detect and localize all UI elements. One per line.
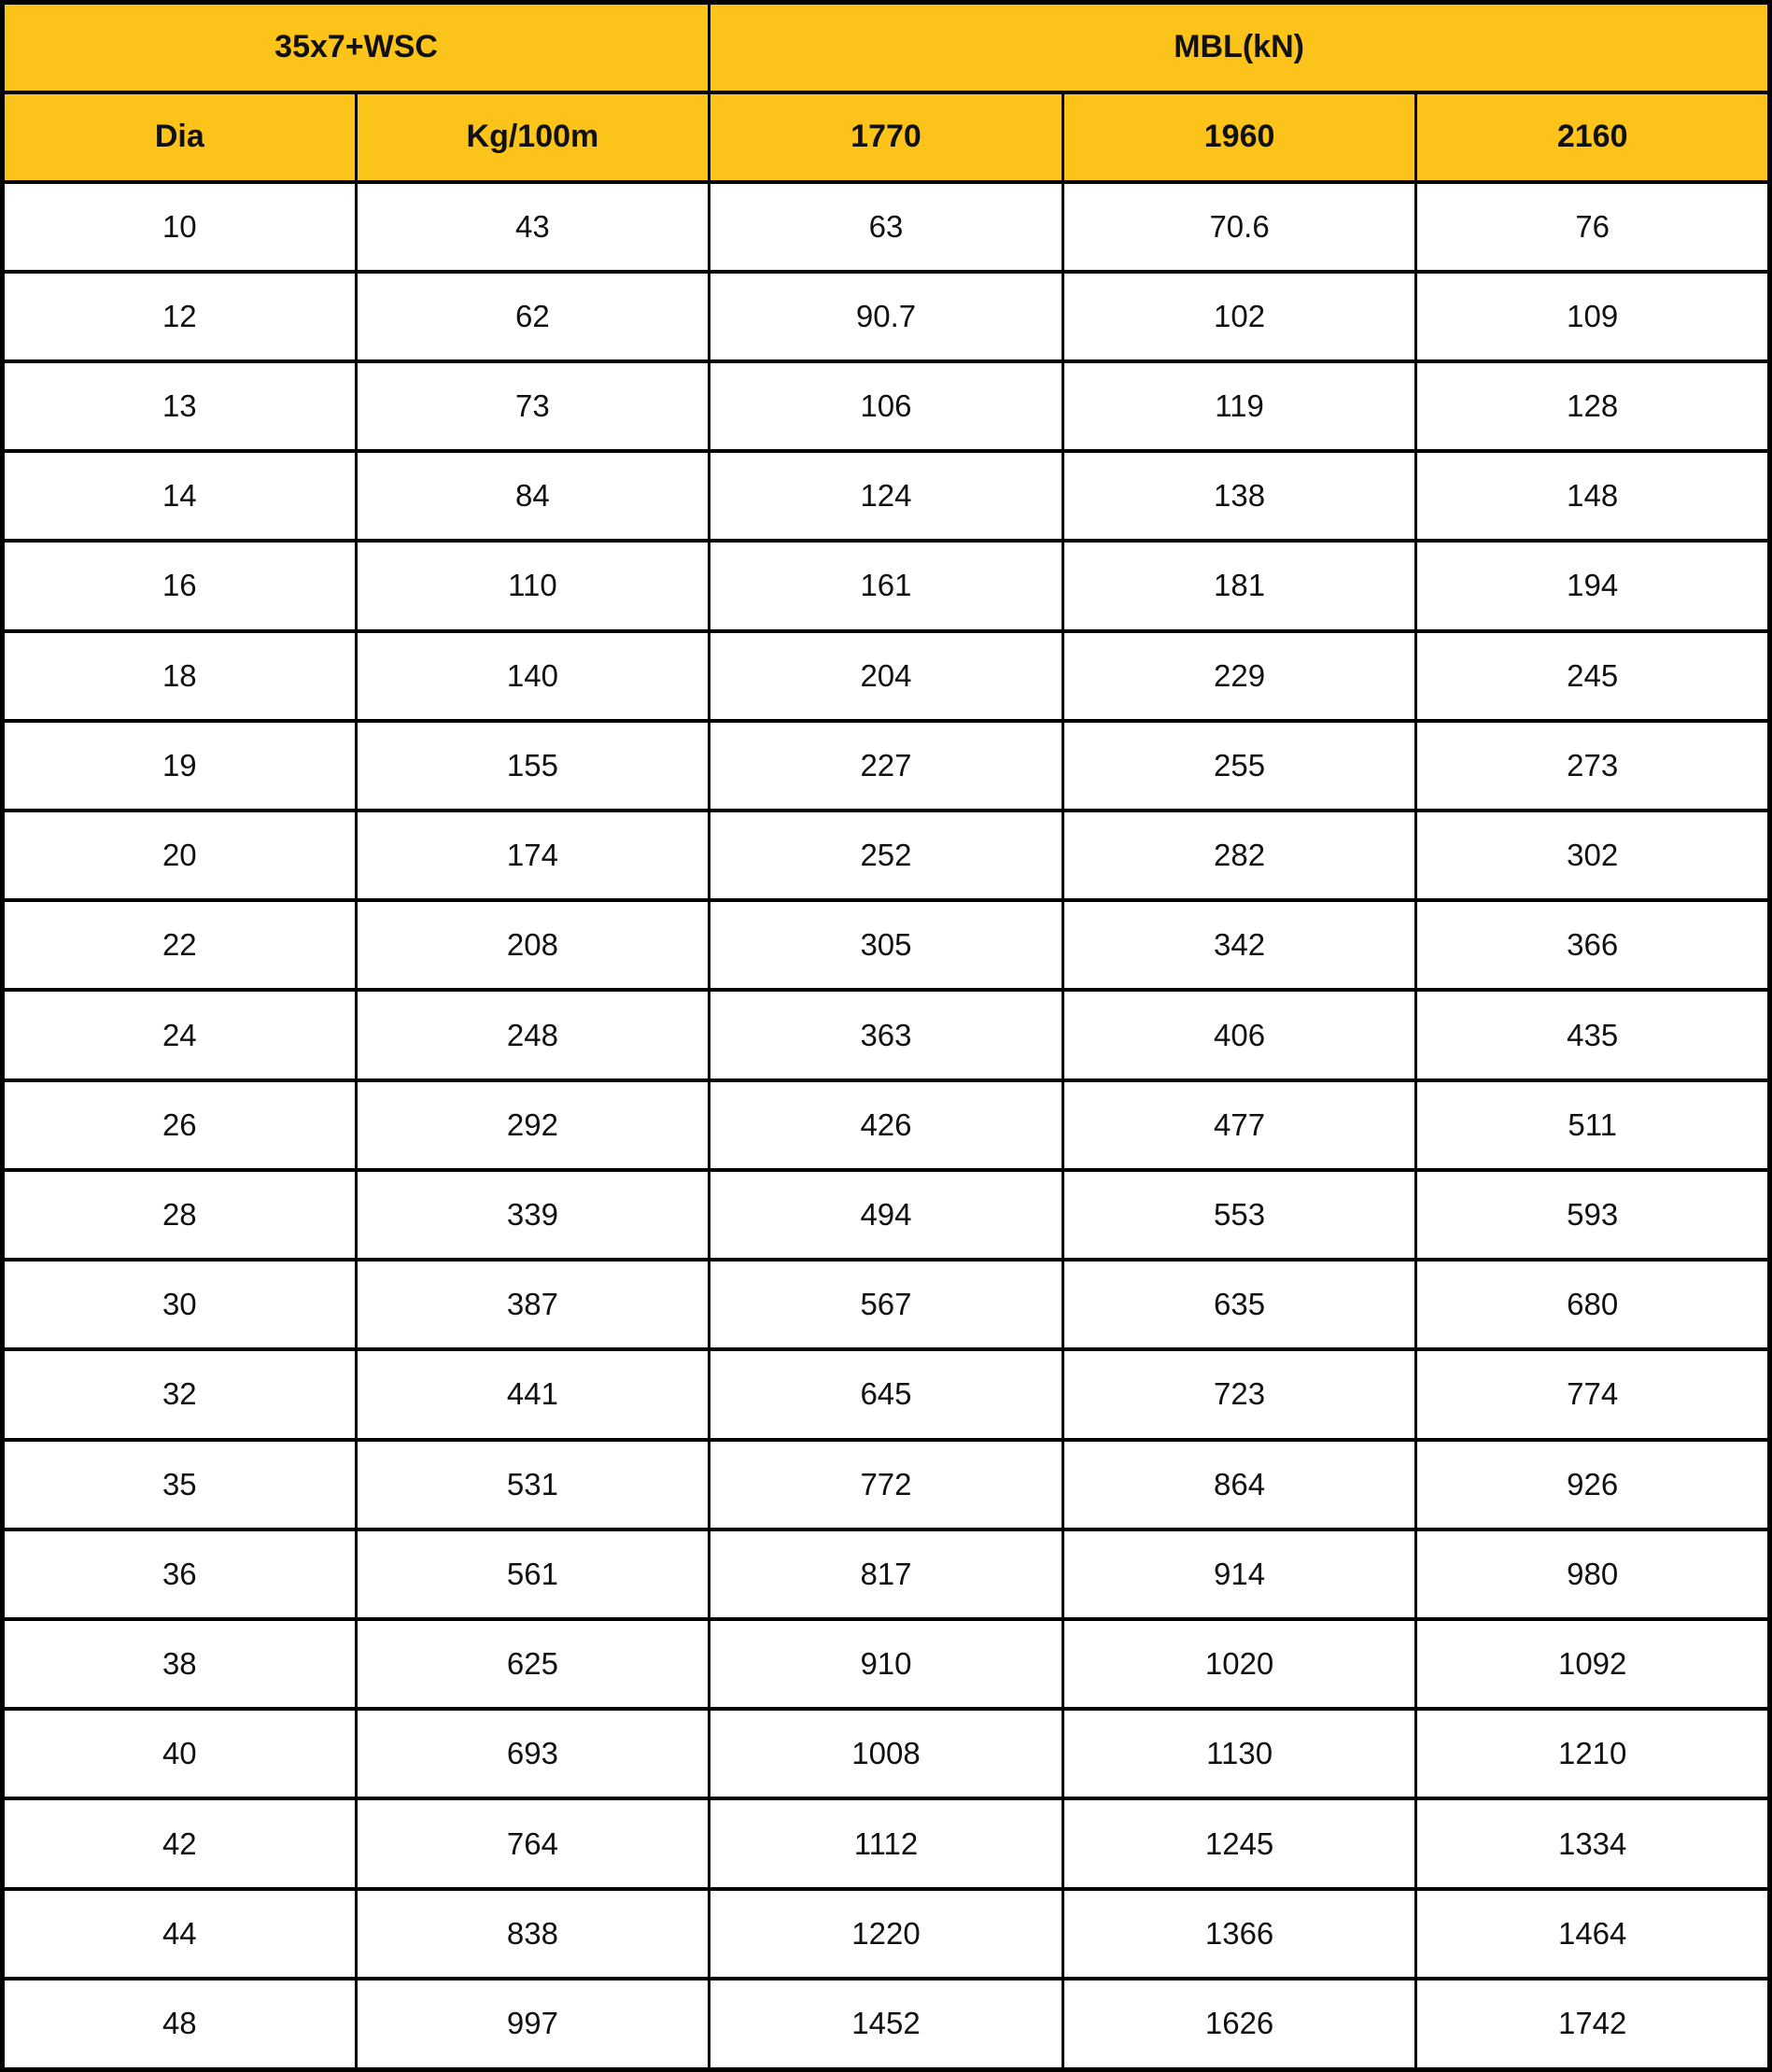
cell-mbl-1770: 252 bbox=[710, 810, 1063, 900]
cell-mbl-1960: 70.6 bbox=[1062, 182, 1416, 272]
column-header-row bbox=[3, 92, 1770, 182]
cell-mbl-2160: 148 bbox=[1416, 451, 1770, 541]
cell-mbl-1960: 1020 bbox=[1062, 1619, 1416, 1709]
table-row bbox=[3, 541, 1770, 630]
cell-mbl-2160: 1210 bbox=[1416, 1709, 1770, 1798]
cell-mbl-1960: 229 bbox=[1062, 631, 1416, 721]
cell-dia: 20 bbox=[3, 810, 357, 900]
table-row bbox=[3, 631, 1770, 721]
cell-mbl-1960: 477 bbox=[1062, 1080, 1416, 1170]
cell-kg-per-100m: 248 bbox=[356, 990, 710, 1079]
cell-mbl-1960: 406 bbox=[1062, 990, 1416, 1079]
cell-dia: 26 bbox=[3, 1080, 357, 1170]
cell-mbl-2160: 245 bbox=[1416, 631, 1770, 721]
cell-mbl-1960: 1366 bbox=[1062, 1889, 1416, 1979]
cell-dia: 10 bbox=[3, 182, 357, 272]
cell-kg-per-100m: 140 bbox=[356, 631, 710, 721]
table-row bbox=[3, 182, 1770, 272]
cell-mbl-1960: 1130 bbox=[1062, 1709, 1416, 1798]
cell-kg-per-100m: 764 bbox=[356, 1798, 710, 1888]
cell-mbl-1770: 124 bbox=[710, 451, 1063, 541]
cell-mbl-2160: 774 bbox=[1416, 1349, 1770, 1439]
table-row bbox=[3, 1170, 1770, 1260]
table-body bbox=[3, 182, 1770, 2070]
table-row bbox=[3, 1440, 1770, 1529]
cell-mbl-1770: 426 bbox=[710, 1080, 1063, 1170]
cell-kg-per-100m: 561 bbox=[356, 1529, 710, 1619]
cell-mbl-2160: 302 bbox=[1416, 810, 1770, 900]
cell-dia: 44 bbox=[3, 1889, 357, 1979]
cell-mbl-2160: 1742 bbox=[1416, 1979, 1770, 2070]
table-row bbox=[3, 900, 1770, 990]
cell-mbl-2160: 1334 bbox=[1416, 1798, 1770, 1888]
cell-mbl-1770: 772 bbox=[710, 1440, 1063, 1529]
cell-mbl-1770: 204 bbox=[710, 631, 1063, 721]
table-row bbox=[3, 361, 1770, 451]
table-row bbox=[3, 1709, 1770, 1798]
table-row bbox=[3, 1260, 1770, 1349]
cell-dia: 13 bbox=[3, 361, 357, 451]
cell-dia: 40 bbox=[3, 1709, 357, 1798]
cell-dia: 22 bbox=[3, 900, 357, 990]
cell-mbl-2160: 511 bbox=[1416, 1080, 1770, 1170]
cell-dia: 12 bbox=[3, 272, 357, 361]
cell-dia: 16 bbox=[3, 541, 357, 630]
cell-mbl-2160: 366 bbox=[1416, 900, 1770, 990]
table-header bbox=[3, 3, 1770, 182]
table-row bbox=[3, 1979, 1770, 2070]
column-header-mbl-1960: 1960 bbox=[1062, 92, 1416, 182]
cell-mbl-1770: 90.7 bbox=[710, 272, 1063, 361]
cell-mbl-1770: 63 bbox=[710, 182, 1063, 272]
cell-mbl-1770: 1112 bbox=[710, 1798, 1063, 1888]
cell-dia: 19 bbox=[3, 721, 357, 810]
cell-kg-per-100m: 62 bbox=[356, 272, 710, 361]
table-row bbox=[3, 1889, 1770, 1979]
cell-dia: 32 bbox=[3, 1349, 357, 1439]
cell-dia: 30 bbox=[3, 1260, 357, 1349]
cell-mbl-1770: 161 bbox=[710, 541, 1063, 630]
cell-mbl-1770: 567 bbox=[710, 1260, 1063, 1349]
cell-mbl-1960: 864 bbox=[1062, 1440, 1416, 1529]
cell-mbl-1960: 181 bbox=[1062, 541, 1416, 630]
table-row bbox=[3, 990, 1770, 1079]
cell-dia: 42 bbox=[3, 1798, 357, 1888]
cell-kg-per-100m: 292 bbox=[356, 1080, 710, 1170]
cell-mbl-1770: 227 bbox=[710, 721, 1063, 810]
cell-kg-per-100m: 387 bbox=[356, 1260, 710, 1349]
cell-dia: 38 bbox=[3, 1619, 357, 1709]
cell-mbl-1770: 1008 bbox=[710, 1709, 1063, 1798]
cell-mbl-2160: 435 bbox=[1416, 990, 1770, 1079]
cell-dia: 35 bbox=[3, 1440, 357, 1529]
cell-mbl-2160: 273 bbox=[1416, 721, 1770, 810]
cell-mbl-2160: 593 bbox=[1416, 1170, 1770, 1260]
cell-kg-per-100m: 73 bbox=[356, 361, 710, 451]
cell-mbl-2160: 680 bbox=[1416, 1260, 1770, 1349]
cell-dia: 14 bbox=[3, 451, 357, 541]
cell-kg-per-100m: 174 bbox=[356, 810, 710, 900]
cell-mbl-1960: 553 bbox=[1062, 1170, 1416, 1260]
column-header-mbl-2160: 2160 bbox=[1416, 92, 1770, 182]
cell-kg-per-100m: 155 bbox=[356, 721, 710, 810]
table-row bbox=[3, 272, 1770, 361]
cell-mbl-1770: 1220 bbox=[710, 1889, 1063, 1979]
cell-mbl-1770: 106 bbox=[710, 361, 1063, 451]
cell-kg-per-100m: 693 bbox=[356, 1709, 710, 1798]
table-row bbox=[3, 451, 1770, 541]
cell-mbl-1770: 363 bbox=[710, 990, 1063, 1079]
cell-kg-per-100m: 625 bbox=[356, 1619, 710, 1709]
cell-mbl-2160: 76 bbox=[1416, 182, 1770, 272]
cell-kg-per-100m: 339 bbox=[356, 1170, 710, 1260]
table-row bbox=[3, 1529, 1770, 1619]
cell-mbl-2160: 109 bbox=[1416, 272, 1770, 361]
cell-mbl-1960: 255 bbox=[1062, 721, 1416, 810]
cell-mbl-2160: 926 bbox=[1416, 1440, 1770, 1529]
cell-kg-per-100m: 43 bbox=[356, 182, 710, 272]
table-row bbox=[3, 1798, 1770, 1888]
cell-dia: 28 bbox=[3, 1170, 357, 1260]
table-row bbox=[3, 1080, 1770, 1170]
cell-mbl-1770: 817 bbox=[710, 1529, 1063, 1619]
column-header-dia: Dia bbox=[3, 92, 357, 182]
table-row bbox=[3, 1349, 1770, 1439]
cell-mbl-1960: 342 bbox=[1062, 900, 1416, 990]
cell-mbl-2160: 194 bbox=[1416, 541, 1770, 630]
cell-mbl-1960: 102 bbox=[1062, 272, 1416, 361]
cell-mbl-1770: 910 bbox=[710, 1619, 1063, 1709]
cell-mbl-1960: 1626 bbox=[1062, 1979, 1416, 2070]
cell-mbl-1770: 494 bbox=[710, 1170, 1063, 1260]
header-mbl: MBL(kN) bbox=[710, 3, 1770, 92]
cell-mbl-1770: 305 bbox=[710, 900, 1063, 990]
cell-kg-per-100m: 838 bbox=[356, 1889, 710, 1979]
header-construction: 35x7+WSC bbox=[3, 3, 710, 92]
cell-mbl-1960: 723 bbox=[1062, 1349, 1416, 1439]
header-group-row bbox=[3, 3, 1770, 92]
cell-mbl-2160: 980 bbox=[1416, 1529, 1770, 1619]
cell-kg-per-100m: 441 bbox=[356, 1349, 710, 1439]
cell-dia: 18 bbox=[3, 631, 357, 721]
column-header-kg-per-100m: Kg/100m bbox=[356, 92, 710, 182]
cell-kg-per-100m: 110 bbox=[356, 541, 710, 630]
cell-mbl-1960: 119 bbox=[1062, 361, 1416, 451]
cell-dia: 48 bbox=[3, 1979, 357, 2070]
cell-kg-per-100m: 84 bbox=[356, 451, 710, 541]
cell-mbl-1770: 645 bbox=[710, 1349, 1063, 1439]
cell-kg-per-100m: 531 bbox=[356, 1440, 710, 1529]
cell-mbl-1960: 282 bbox=[1062, 810, 1416, 900]
cell-mbl-1770: 1452 bbox=[710, 1979, 1063, 2070]
table-row bbox=[3, 1619, 1770, 1709]
cell-mbl-1960: 1245 bbox=[1062, 1798, 1416, 1888]
cell-mbl-1960: 914 bbox=[1062, 1529, 1416, 1619]
cell-dia: 24 bbox=[3, 990, 357, 1079]
cell-dia: 36 bbox=[3, 1529, 357, 1619]
table-row bbox=[3, 721, 1770, 810]
cell-mbl-1960: 138 bbox=[1062, 451, 1416, 541]
cell-mbl-2160: 1092 bbox=[1416, 1619, 1770, 1709]
cell-mbl-2160: 1464 bbox=[1416, 1889, 1770, 1979]
cell-kg-per-100m: 997 bbox=[356, 1979, 710, 2070]
cell-kg-per-100m: 208 bbox=[356, 900, 710, 990]
table-row bbox=[3, 810, 1770, 900]
column-header-mbl-1770: 1770 bbox=[710, 92, 1063, 182]
cell-mbl-2160: 128 bbox=[1416, 361, 1770, 451]
cell-mbl-1960: 635 bbox=[1062, 1260, 1416, 1349]
